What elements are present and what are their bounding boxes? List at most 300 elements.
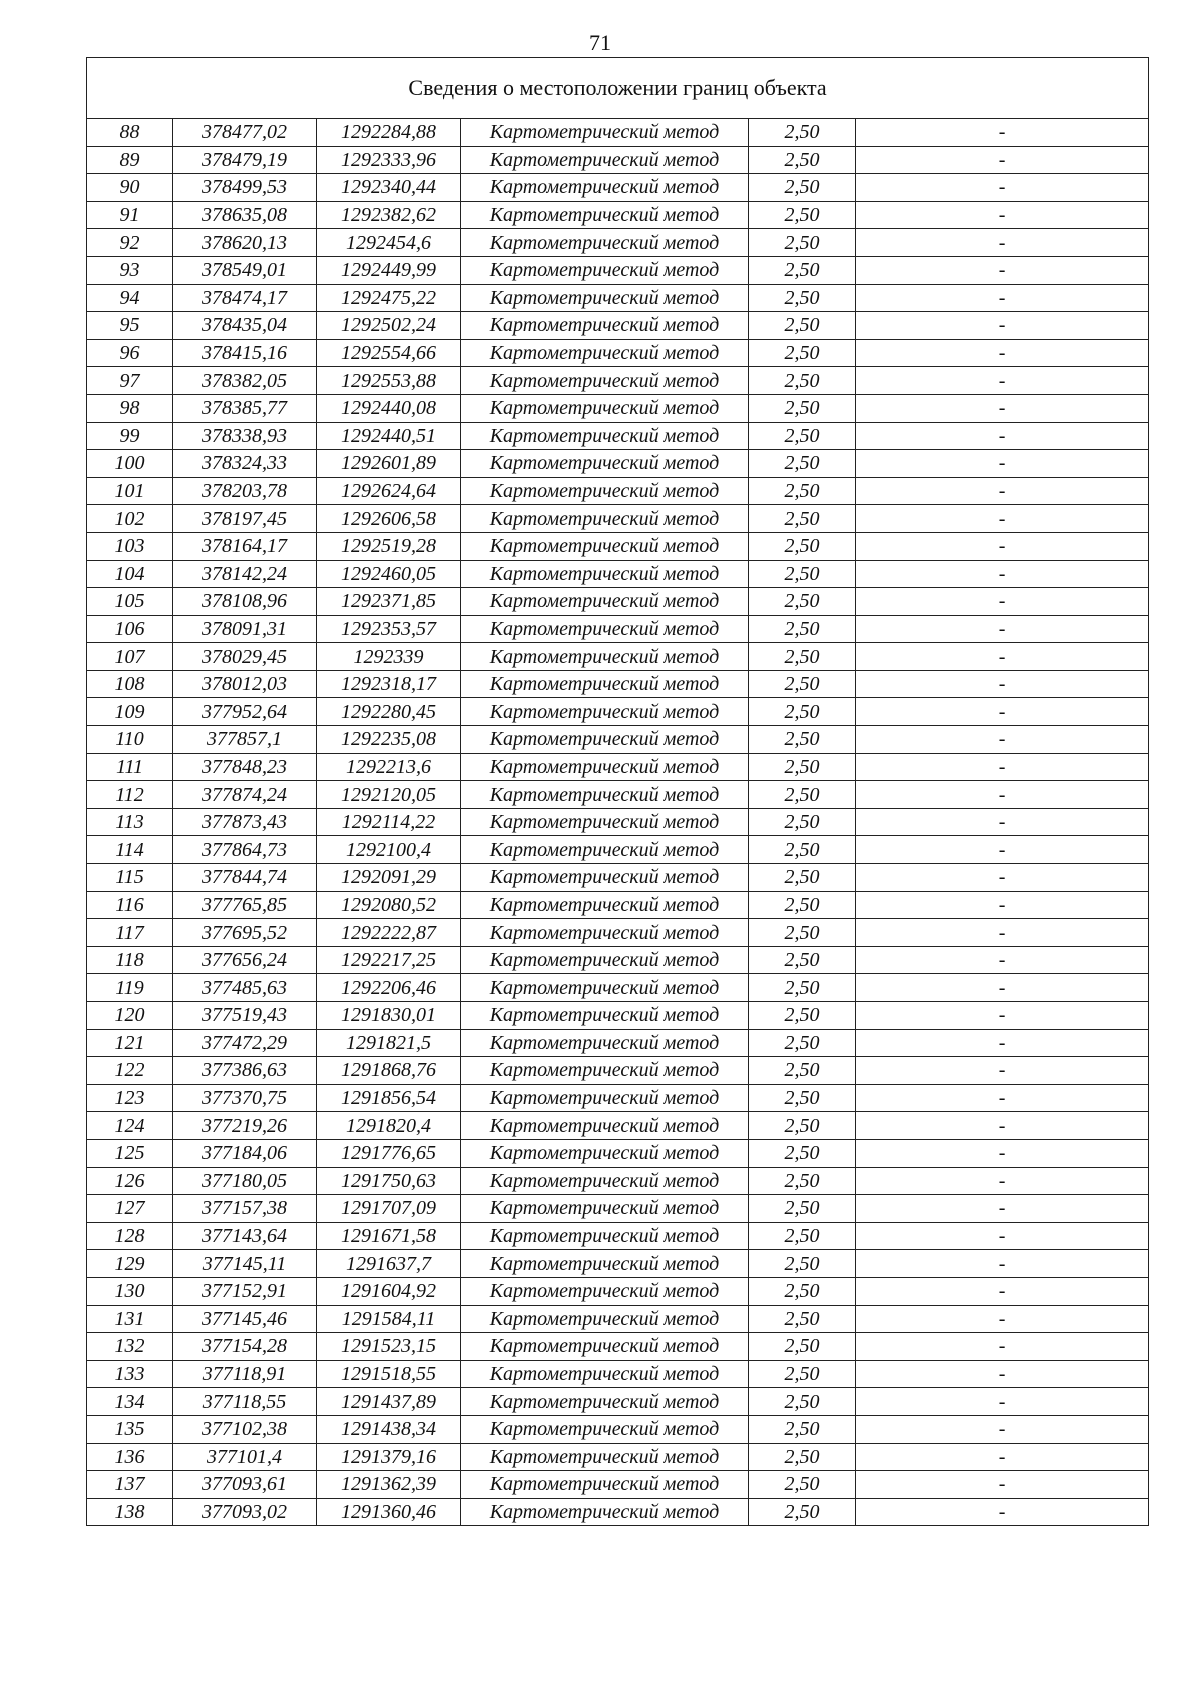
method-cell: Картометрический метод bbox=[461, 1471, 749, 1499]
description-cell: - bbox=[856, 312, 1149, 340]
accuracy-cell: 2,50 bbox=[749, 1333, 856, 1361]
y-coordinate-cell: 1291438,34 bbox=[317, 1415, 461, 1443]
accuracy-cell: 2,50 bbox=[749, 1388, 856, 1416]
description-cell: - bbox=[856, 1250, 1149, 1278]
x-coordinate-cell: 377143,64 bbox=[173, 1222, 317, 1250]
method-cell: Картометрический метод bbox=[461, 670, 749, 698]
x-coordinate-cell: 378324,33 bbox=[173, 450, 317, 478]
y-coordinate-cell: 1291518,55 bbox=[317, 1360, 461, 1388]
method-cell: Картометрический метод bbox=[461, 1443, 749, 1471]
description-cell: - bbox=[856, 339, 1149, 367]
point-number-cell: 120 bbox=[87, 1002, 173, 1030]
point-number-cell: 127 bbox=[87, 1195, 173, 1223]
table-row bbox=[87, 505, 1149, 533]
point-number-cell: 102 bbox=[87, 505, 173, 533]
description-cell: - bbox=[856, 864, 1149, 892]
description-cell: - bbox=[856, 1498, 1149, 1526]
description-cell: - bbox=[856, 256, 1149, 284]
page-number: 71 bbox=[589, 30, 611, 55]
y-coordinate-cell: 1291707,09 bbox=[317, 1195, 461, 1223]
table-row bbox=[87, 615, 1149, 643]
method-cell: Картометрический метод bbox=[461, 1029, 749, 1057]
description-cell: - bbox=[856, 119, 1149, 147]
description-cell: - bbox=[856, 808, 1149, 836]
accuracy-cell: 2,50 bbox=[749, 174, 856, 202]
method-cell: Картометрический метод bbox=[461, 1057, 749, 1085]
table-row bbox=[87, 1360, 1149, 1388]
accuracy-cell: 2,50 bbox=[749, 698, 856, 726]
accuracy-cell: 2,50 bbox=[749, 229, 856, 257]
y-coordinate-cell: 1292120,05 bbox=[317, 781, 461, 809]
method-cell: Картометрический метод bbox=[461, 1084, 749, 1112]
table-row bbox=[87, 643, 1149, 671]
accuracy-cell: 2,50 bbox=[749, 146, 856, 174]
x-coordinate-cell: 377952,64 bbox=[173, 698, 317, 726]
table-row bbox=[87, 1333, 1149, 1361]
accuracy-cell: 2,50 bbox=[749, 726, 856, 754]
table-row bbox=[87, 256, 1149, 284]
point-number-cell: 113 bbox=[87, 808, 173, 836]
description-cell: - bbox=[856, 698, 1149, 726]
x-coordinate-cell: 377093,61 bbox=[173, 1471, 317, 1499]
x-coordinate-cell: 377472,29 bbox=[173, 1029, 317, 1057]
y-coordinate-cell: 1291820,4 bbox=[317, 1112, 461, 1140]
table-row bbox=[87, 1057, 1149, 1085]
description-cell: - bbox=[856, 1195, 1149, 1223]
method-cell: Картометрический метод bbox=[461, 477, 749, 505]
method-cell: Картометрический метод bbox=[461, 919, 749, 947]
x-coordinate-cell: 377145,46 bbox=[173, 1305, 317, 1333]
description-cell: - bbox=[856, 946, 1149, 974]
table-row bbox=[87, 174, 1149, 202]
point-number-cell: 112 bbox=[87, 781, 173, 809]
method-cell: Картометрический метод bbox=[461, 615, 749, 643]
accuracy-cell: 2,50 bbox=[749, 1250, 856, 1278]
x-coordinate-cell: 378499,53 bbox=[173, 174, 317, 202]
x-coordinate-cell: 377184,06 bbox=[173, 1139, 317, 1167]
table-row bbox=[87, 1084, 1149, 1112]
y-coordinate-cell: 1292449,99 bbox=[317, 256, 461, 284]
table-row bbox=[87, 1222, 1149, 1250]
x-coordinate-cell: 378108,96 bbox=[173, 588, 317, 616]
description-cell: - bbox=[856, 974, 1149, 1002]
table-row bbox=[87, 146, 1149, 174]
y-coordinate-cell: 1291604,92 bbox=[317, 1277, 461, 1305]
method-cell: Картометрический метод bbox=[461, 450, 749, 478]
x-coordinate-cell: 377857,1 bbox=[173, 726, 317, 754]
description-cell: - bbox=[856, 1471, 1149, 1499]
x-coordinate-cell: 378435,04 bbox=[173, 312, 317, 340]
point-number-cell: 122 bbox=[87, 1057, 173, 1085]
accuracy-cell: 2,50 bbox=[749, 1471, 856, 1499]
point-number-cell: 88 bbox=[87, 119, 173, 147]
point-number-cell: 135 bbox=[87, 1415, 173, 1443]
accuracy-cell: 2,50 bbox=[749, 201, 856, 229]
description-cell: - bbox=[856, 588, 1149, 616]
accuracy-cell: 2,50 bbox=[749, 312, 856, 340]
point-number-cell: 99 bbox=[87, 422, 173, 450]
x-coordinate-cell: 377864,73 bbox=[173, 836, 317, 864]
y-coordinate-cell: 1292440,51 bbox=[317, 422, 461, 450]
method-cell: Картометрический метод bbox=[461, 1360, 749, 1388]
table-row bbox=[87, 1498, 1149, 1526]
method-cell: Картометрический метод bbox=[461, 229, 749, 257]
x-coordinate-cell: 377118,91 bbox=[173, 1360, 317, 1388]
accuracy-cell: 2,50 bbox=[749, 532, 856, 560]
y-coordinate-cell: 1292475,22 bbox=[317, 284, 461, 312]
accuracy-cell: 2,50 bbox=[749, 615, 856, 643]
accuracy-cell: 2,50 bbox=[749, 1443, 856, 1471]
accuracy-cell: 2,50 bbox=[749, 1112, 856, 1140]
accuracy-cell: 2,50 bbox=[749, 560, 856, 588]
y-coordinate-cell: 1292222,87 bbox=[317, 919, 461, 947]
accuracy-cell: 2,50 bbox=[749, 974, 856, 1002]
method-cell: Картометрический метод bbox=[461, 367, 749, 395]
y-coordinate-cell: 1292280,45 bbox=[317, 698, 461, 726]
method-cell: Картометрический метод bbox=[461, 532, 749, 560]
method-cell: Картометрический метод bbox=[461, 1112, 749, 1140]
table-row bbox=[87, 450, 1149, 478]
accuracy-cell: 2,50 bbox=[749, 1057, 856, 1085]
table-row bbox=[87, 229, 1149, 257]
y-coordinate-cell: 1292333,96 bbox=[317, 146, 461, 174]
table-row bbox=[87, 422, 1149, 450]
table-row bbox=[87, 753, 1149, 781]
table-row bbox=[87, 1029, 1149, 1057]
description-cell: - bbox=[856, 1415, 1149, 1443]
x-coordinate-cell: 377180,05 bbox=[173, 1167, 317, 1195]
point-number-cell: 103 bbox=[87, 532, 173, 560]
method-cell: Картометрический метод bbox=[461, 1388, 749, 1416]
y-coordinate-cell: 1291584,11 bbox=[317, 1305, 461, 1333]
table-row bbox=[87, 588, 1149, 616]
method-cell: Картометрический метод bbox=[461, 1139, 749, 1167]
y-coordinate-cell: 1292601,89 bbox=[317, 450, 461, 478]
point-number-cell: 101 bbox=[87, 477, 173, 505]
x-coordinate-cell: 377102,38 bbox=[173, 1415, 317, 1443]
table-row bbox=[87, 781, 1149, 809]
point-number-cell: 129 bbox=[87, 1250, 173, 1278]
description-cell: - bbox=[856, 1277, 1149, 1305]
point-number-cell: 96 bbox=[87, 339, 173, 367]
point-number-cell: 133 bbox=[87, 1360, 173, 1388]
description-cell: - bbox=[856, 753, 1149, 781]
x-coordinate-cell: 377157,38 bbox=[173, 1195, 317, 1223]
table-row bbox=[87, 394, 1149, 422]
x-coordinate-cell: 378142,24 bbox=[173, 560, 317, 588]
x-coordinate-cell: 377386,63 bbox=[173, 1057, 317, 1085]
method-cell: Картометрический метод bbox=[461, 1415, 749, 1443]
description-cell: - bbox=[856, 726, 1149, 754]
x-coordinate-cell: 378620,13 bbox=[173, 229, 317, 257]
y-coordinate-cell: 1292091,29 bbox=[317, 864, 461, 892]
description-cell: - bbox=[856, 919, 1149, 947]
method-cell: Картометрический метод bbox=[461, 1195, 749, 1223]
y-coordinate-cell: 1292440,08 bbox=[317, 394, 461, 422]
y-coordinate-cell: 1292340,44 bbox=[317, 174, 461, 202]
description-cell: - bbox=[856, 1333, 1149, 1361]
accuracy-cell: 2,50 bbox=[749, 643, 856, 671]
y-coordinate-cell: 1291637,7 bbox=[317, 1250, 461, 1278]
y-coordinate-cell: 1292519,28 bbox=[317, 532, 461, 560]
y-coordinate-cell: 1291362,39 bbox=[317, 1471, 461, 1499]
y-coordinate-cell: 1291671,58 bbox=[317, 1222, 461, 1250]
point-number-cell: 138 bbox=[87, 1498, 173, 1526]
description-cell: - bbox=[856, 532, 1149, 560]
table-row bbox=[87, 477, 1149, 505]
point-number-cell: 104 bbox=[87, 560, 173, 588]
y-coordinate-cell: 1292206,46 bbox=[317, 974, 461, 1002]
description-cell: - bbox=[856, 477, 1149, 505]
y-coordinate-cell: 1292382,62 bbox=[317, 201, 461, 229]
point-number-cell: 118 bbox=[87, 946, 173, 974]
point-number-cell: 114 bbox=[87, 836, 173, 864]
description-cell: - bbox=[856, 1029, 1149, 1057]
method-cell: Картометрический метод bbox=[461, 1305, 749, 1333]
y-coordinate-cell: 1291830,01 bbox=[317, 1002, 461, 1030]
table-row bbox=[87, 1305, 1149, 1333]
accuracy-cell: 2,50 bbox=[749, 256, 856, 284]
table-row bbox=[87, 1277, 1149, 1305]
y-coordinate-cell: 1292213,6 bbox=[317, 753, 461, 781]
description-cell: - bbox=[856, 284, 1149, 312]
accuracy-cell: 2,50 bbox=[749, 367, 856, 395]
accuracy-cell: 2,50 bbox=[749, 891, 856, 919]
accuracy-cell: 2,50 bbox=[749, 946, 856, 974]
point-number-cell: 95 bbox=[87, 312, 173, 340]
point-number-cell: 136 bbox=[87, 1443, 173, 1471]
x-coordinate-cell: 378338,93 bbox=[173, 422, 317, 450]
method-cell: Картометрический метод bbox=[461, 256, 749, 284]
accuracy-cell: 2,50 bbox=[749, 1029, 856, 1057]
method-cell: Картометрический метод bbox=[461, 1277, 749, 1305]
x-coordinate-cell: 377844,74 bbox=[173, 864, 317, 892]
y-coordinate-cell: 1292339 bbox=[317, 643, 461, 671]
accuracy-cell: 2,50 bbox=[749, 1277, 856, 1305]
point-number-cell: 110 bbox=[87, 726, 173, 754]
method-cell: Картометрический метод bbox=[461, 891, 749, 919]
point-number-cell: 131 bbox=[87, 1305, 173, 1333]
description-cell: - bbox=[856, 450, 1149, 478]
x-coordinate-cell: 378415,16 bbox=[173, 339, 317, 367]
method-cell: Картометрический метод bbox=[461, 1250, 749, 1278]
point-number-cell: 105 bbox=[87, 588, 173, 616]
point-number-cell: 132 bbox=[87, 1333, 173, 1361]
point-number-cell: 107 bbox=[87, 643, 173, 671]
accuracy-cell: 2,50 bbox=[749, 864, 856, 892]
x-coordinate-cell: 378029,45 bbox=[173, 643, 317, 671]
method-cell: Картометрический метод bbox=[461, 698, 749, 726]
x-coordinate-cell: 377873,43 bbox=[173, 808, 317, 836]
table-row bbox=[87, 1250, 1149, 1278]
y-coordinate-cell: 1292460,05 bbox=[317, 560, 461, 588]
point-number-cell: 100 bbox=[87, 450, 173, 478]
x-coordinate-cell: 378382,05 bbox=[173, 367, 317, 395]
accuracy-cell: 2,50 bbox=[749, 753, 856, 781]
table-row bbox=[87, 946, 1149, 974]
x-coordinate-cell: 377219,26 bbox=[173, 1112, 317, 1140]
table-row bbox=[87, 974, 1149, 1002]
description-cell: - bbox=[856, 229, 1149, 257]
table-row bbox=[87, 864, 1149, 892]
table-row bbox=[87, 201, 1149, 229]
y-coordinate-cell: 1292080,52 bbox=[317, 891, 461, 919]
y-coordinate-cell: 1292284,88 bbox=[317, 119, 461, 147]
point-number-cell: 117 bbox=[87, 919, 173, 947]
x-coordinate-cell: 377145,11 bbox=[173, 1250, 317, 1278]
x-coordinate-cell: 377101,4 bbox=[173, 1443, 317, 1471]
boundary-table bbox=[86, 57, 1149, 1526]
description-cell: - bbox=[856, 670, 1149, 698]
accuracy-cell: 2,50 bbox=[749, 477, 856, 505]
description-cell: - bbox=[856, 201, 1149, 229]
x-coordinate-cell: 378091,31 bbox=[173, 615, 317, 643]
table-row bbox=[87, 284, 1149, 312]
accuracy-cell: 2,50 bbox=[749, 394, 856, 422]
method-cell: Картометрический метод bbox=[461, 753, 749, 781]
accuracy-cell: 2,50 bbox=[749, 808, 856, 836]
table-row bbox=[87, 726, 1149, 754]
x-coordinate-cell: 377695,52 bbox=[173, 919, 317, 947]
method-cell: Картометрический метод bbox=[461, 1333, 749, 1361]
accuracy-cell: 2,50 bbox=[749, 836, 856, 864]
accuracy-cell: 2,50 bbox=[749, 339, 856, 367]
method-cell: Картометрический метод bbox=[461, 643, 749, 671]
x-coordinate-cell: 377656,24 bbox=[173, 946, 317, 974]
point-number-cell: 126 bbox=[87, 1167, 173, 1195]
description-cell: - bbox=[856, 505, 1149, 533]
description-cell: - bbox=[856, 422, 1149, 450]
y-coordinate-cell: 1291437,89 bbox=[317, 1388, 461, 1416]
y-coordinate-cell: 1292100,4 bbox=[317, 836, 461, 864]
accuracy-cell: 2,50 bbox=[749, 1139, 856, 1167]
y-coordinate-cell: 1291750,63 bbox=[317, 1167, 461, 1195]
description-cell: - bbox=[856, 781, 1149, 809]
y-coordinate-cell: 1292624,64 bbox=[317, 477, 461, 505]
table-row bbox=[87, 698, 1149, 726]
x-coordinate-cell: 377485,63 bbox=[173, 974, 317, 1002]
table-row bbox=[87, 1002, 1149, 1030]
x-coordinate-cell: 377154,28 bbox=[173, 1333, 317, 1361]
x-coordinate-cell: 378164,17 bbox=[173, 532, 317, 560]
point-number-cell: 137 bbox=[87, 1471, 173, 1499]
table-row bbox=[87, 1195, 1149, 1223]
accuracy-cell: 2,50 bbox=[749, 450, 856, 478]
x-coordinate-cell: 378203,78 bbox=[173, 477, 317, 505]
method-cell: Картометрический метод bbox=[461, 394, 749, 422]
method-cell: Картометрический метод bbox=[461, 1222, 749, 1250]
x-coordinate-cell: 377765,85 bbox=[173, 891, 317, 919]
x-coordinate-cell: 378012,03 bbox=[173, 670, 317, 698]
table-row bbox=[87, 1139, 1149, 1167]
method-cell: Картометрический метод bbox=[461, 1498, 749, 1526]
accuracy-cell: 2,50 bbox=[749, 1222, 856, 1250]
x-coordinate-cell: 378549,01 bbox=[173, 256, 317, 284]
point-number-cell: 134 bbox=[87, 1388, 173, 1416]
description-cell: - bbox=[856, 1222, 1149, 1250]
boundary-table-body bbox=[87, 58, 1149, 1526]
description-cell: - bbox=[856, 1084, 1149, 1112]
table-row bbox=[87, 1112, 1149, 1140]
description-cell: - bbox=[856, 1002, 1149, 1030]
x-coordinate-cell: 378479,19 bbox=[173, 146, 317, 174]
description-cell: - bbox=[856, 1388, 1149, 1416]
point-number-cell: 125 bbox=[87, 1139, 173, 1167]
accuracy-cell: 2,50 bbox=[749, 1498, 856, 1526]
point-number-cell: 111 bbox=[87, 753, 173, 781]
description-cell: - bbox=[856, 891, 1149, 919]
x-coordinate-cell: 378477,02 bbox=[173, 119, 317, 147]
description-cell: - bbox=[856, 1305, 1149, 1333]
y-coordinate-cell: 1291379,16 bbox=[317, 1443, 461, 1471]
y-coordinate-cell: 1291856,54 bbox=[317, 1084, 461, 1112]
y-coordinate-cell: 1292454,6 bbox=[317, 229, 461, 257]
point-number-cell: 123 bbox=[87, 1084, 173, 1112]
y-coordinate-cell: 1292553,88 bbox=[317, 367, 461, 395]
description-cell: - bbox=[856, 615, 1149, 643]
table-row bbox=[87, 532, 1149, 560]
table-row bbox=[87, 560, 1149, 588]
method-cell: Картометрический метод bbox=[461, 284, 749, 312]
table-row bbox=[87, 312, 1149, 340]
method-cell: Картометрический метод bbox=[461, 339, 749, 367]
x-coordinate-cell: 377093,02 bbox=[173, 1498, 317, 1526]
method-cell: Картометрический метод bbox=[461, 864, 749, 892]
point-number-cell: 91 bbox=[87, 201, 173, 229]
point-number-cell: 124 bbox=[87, 1112, 173, 1140]
table-row bbox=[87, 1471, 1149, 1499]
method-cell: Картометрический метод bbox=[461, 174, 749, 202]
description-cell: - bbox=[856, 836, 1149, 864]
accuracy-cell: 2,50 bbox=[749, 588, 856, 616]
point-number-cell: 128 bbox=[87, 1222, 173, 1250]
point-number-cell: 115 bbox=[87, 864, 173, 892]
description-cell: - bbox=[856, 367, 1149, 395]
method-cell: Картометрический метод bbox=[461, 201, 749, 229]
method-cell: Картометрический метод bbox=[461, 974, 749, 1002]
point-number-cell: 89 bbox=[87, 146, 173, 174]
method-cell: Картометрический метод bbox=[461, 808, 749, 836]
y-coordinate-cell: 1292606,58 bbox=[317, 505, 461, 533]
method-cell: Картометрический метод bbox=[461, 588, 749, 616]
point-number-cell: 121 bbox=[87, 1029, 173, 1057]
description-cell: - bbox=[856, 643, 1149, 671]
table-row bbox=[87, 808, 1149, 836]
y-coordinate-cell: 1292114,22 bbox=[317, 808, 461, 836]
y-coordinate-cell: 1291776,65 bbox=[317, 1139, 461, 1167]
point-number-cell: 90 bbox=[87, 174, 173, 202]
description-cell: - bbox=[856, 1057, 1149, 1085]
x-coordinate-cell: 377370,75 bbox=[173, 1084, 317, 1112]
method-cell: Картометрический метод bbox=[461, 781, 749, 809]
accuracy-cell: 2,50 bbox=[749, 1305, 856, 1333]
method-cell: Картометрический метод bbox=[461, 726, 749, 754]
x-coordinate-cell: 377519,43 bbox=[173, 1002, 317, 1030]
table-row bbox=[87, 670, 1149, 698]
x-coordinate-cell: 378197,45 bbox=[173, 505, 317, 533]
point-number-cell: 109 bbox=[87, 698, 173, 726]
x-coordinate-cell: 377152,91 bbox=[173, 1277, 317, 1305]
accuracy-cell: 2,50 bbox=[749, 505, 856, 533]
table-row bbox=[87, 891, 1149, 919]
accuracy-cell: 2,50 bbox=[749, 919, 856, 947]
table-row bbox=[87, 836, 1149, 864]
description-cell: - bbox=[856, 1443, 1149, 1471]
table-row bbox=[87, 367, 1149, 395]
point-number-cell: 97 bbox=[87, 367, 173, 395]
y-coordinate-cell: 1292217,25 bbox=[317, 946, 461, 974]
y-coordinate-cell: 1291360,46 bbox=[317, 1498, 461, 1526]
